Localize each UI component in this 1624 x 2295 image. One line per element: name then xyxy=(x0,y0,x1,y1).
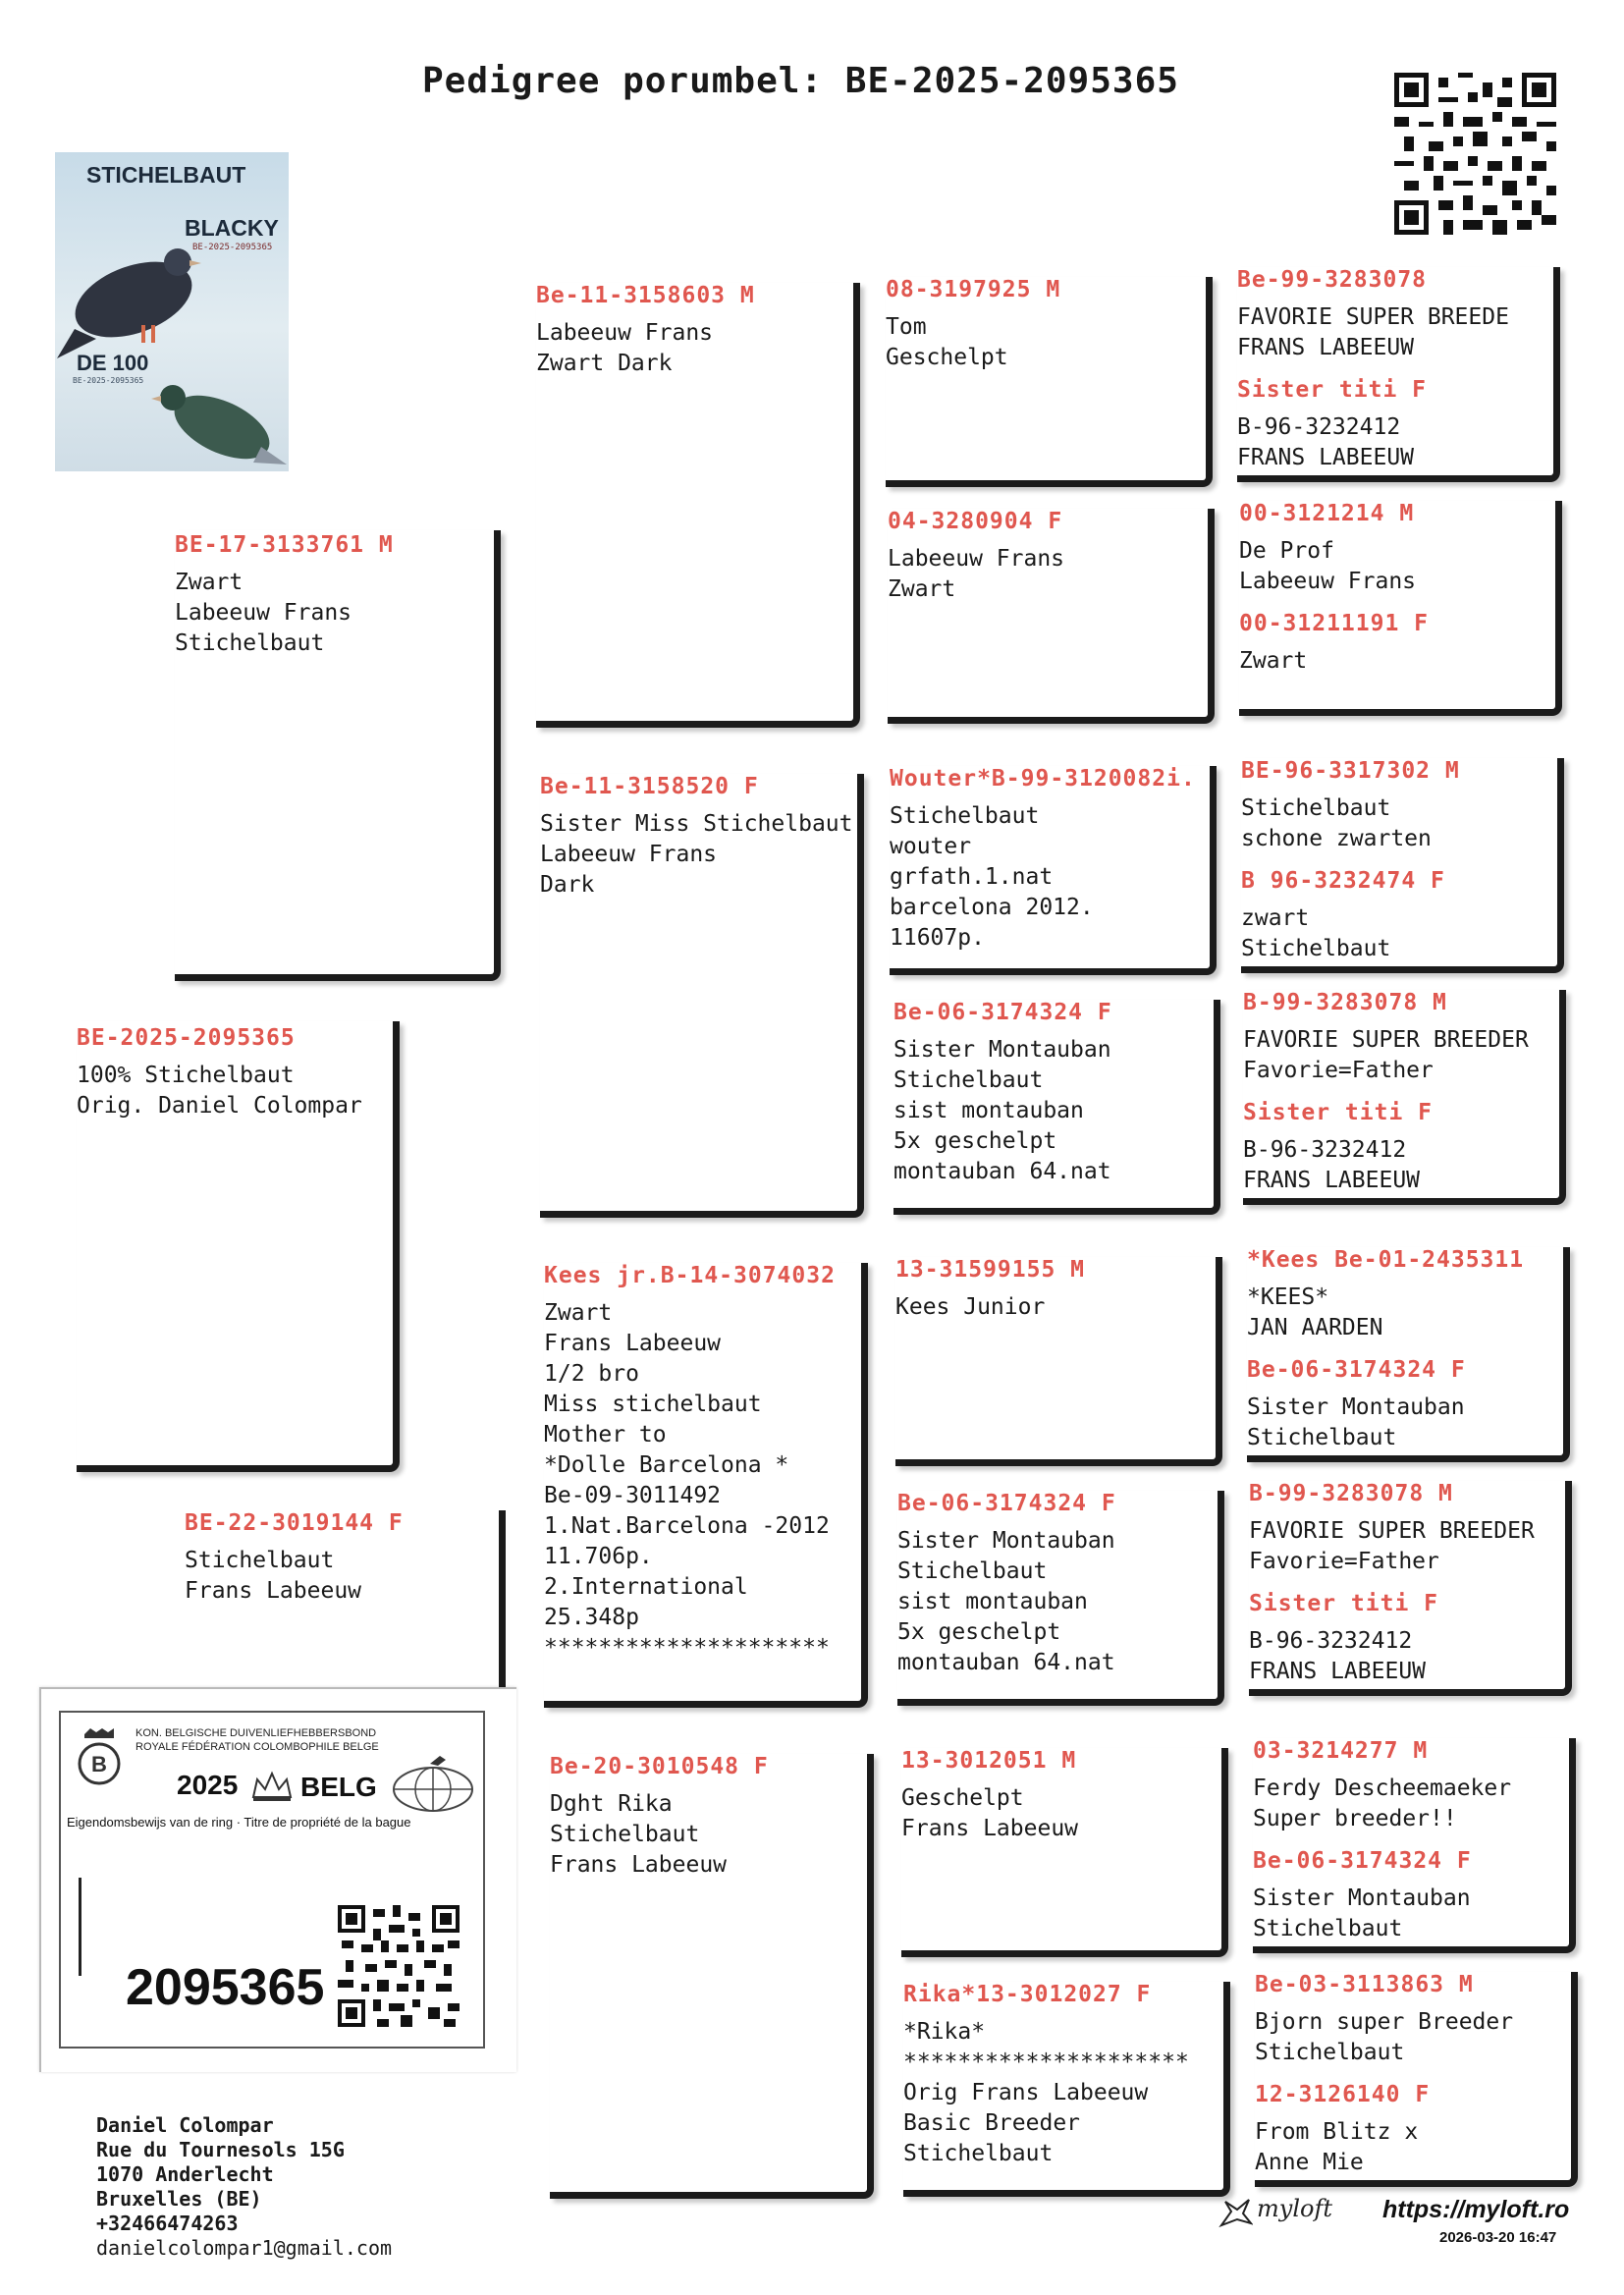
pigeon-photo xyxy=(55,152,289,471)
owner-address xyxy=(96,2113,392,2261)
text-line: Favorie=Father xyxy=(1249,1549,1439,1574)
ring-number-2: B 96-3232474 F xyxy=(1241,868,1445,894)
owner-city: 1070 Anderlecht xyxy=(96,2162,274,2186)
text-line: Orig Frans Labeeuw xyxy=(903,2080,1149,2105)
text-line: 25.348p xyxy=(544,1605,639,1630)
text-line: Zwart xyxy=(175,570,244,595)
text-line: 11607p. xyxy=(890,925,985,951)
text-line: Kees Junior xyxy=(895,1294,1046,1320)
text-line: FAVORIE SUPER BREEDER xyxy=(1243,1027,1529,1053)
ring-number: Be-06-3174324 F xyxy=(897,1491,1116,1516)
ring-year: 2025 xyxy=(177,1770,239,1800)
text-line: Stichelbaut xyxy=(550,1822,700,1847)
text-line: Sister Montauban xyxy=(893,1037,1111,1063)
ring-property-note: Eigendomsbewijs van de ring · Titre de propriété de la bague xyxy=(67,1815,411,1830)
ring-ownership-card xyxy=(39,1687,516,2072)
ring-number: *Kees Be-01-2435311 xyxy=(1247,1247,1525,1273)
ring-number-2: Sister titi F xyxy=(1249,1591,1439,1616)
text-line: 1/2 bro xyxy=(544,1361,639,1387)
pedigree-g5-2 xyxy=(1239,501,1562,716)
pedigree-dam xyxy=(185,1510,506,1707)
text-line: Mother to xyxy=(544,1422,667,1448)
text-line: Basic Breeder xyxy=(903,2110,1081,2136)
globe-logo-icon xyxy=(391,1754,475,1813)
text-line: *Rika* xyxy=(903,2019,986,2045)
pedigree-g5-7 xyxy=(1253,1738,1576,1953)
ring-number-2: 12-3126140 F xyxy=(1255,2082,1431,2107)
text-line: Zwart xyxy=(544,1300,613,1326)
pedigree-ssd xyxy=(888,509,1215,724)
crown-icon xyxy=(249,1770,295,1803)
text-line: FRANS LABEEUW xyxy=(1243,1168,1421,1193)
text-line: Frans Labeeuw xyxy=(901,1816,1079,1841)
text-line: Stichelbaut xyxy=(903,2141,1054,2166)
pedigree-sds xyxy=(890,766,1217,975)
text-line: Stichelbaut xyxy=(175,630,325,656)
ring-number: B-99-3283078 M xyxy=(1249,1481,1453,1506)
ring-number-2: Be-06-3174324 F xyxy=(1253,1848,1472,1874)
pedigree-sire-sire xyxy=(536,283,860,728)
ring-number: Wouter*B-99-3120082i. xyxy=(890,766,1196,792)
text-line: Frans Labeeuw xyxy=(550,1852,728,1878)
text-line: Be-09-3011492 xyxy=(544,1483,722,1508)
photo-small-code-2: BE-2025-2095365 xyxy=(73,376,144,385)
text-line: Stichelbaut xyxy=(893,1067,1044,1093)
footer-date: 2026-03-20 16:47 xyxy=(1439,2229,1557,2246)
text-line: Stichelbaut xyxy=(1241,936,1391,961)
text-line: Sister Montauban xyxy=(1247,1394,1465,1420)
text-line: montauban 64.nat xyxy=(897,1650,1115,1675)
text-line: Labeeuw Frans xyxy=(888,546,1065,572)
text-line: FRANS LABEEUW xyxy=(1237,335,1415,360)
text-line: Labeeuw Frans xyxy=(540,842,718,867)
ring-number: BE-22-3019144 F xyxy=(185,1510,404,1536)
text-line: Anne Mie xyxy=(1255,2150,1364,2175)
ring-number-2: Sister titi F xyxy=(1243,1100,1434,1125)
ring-number: Rika*13-3012027 F xyxy=(903,1982,1152,2007)
text-line: FAVORIE SUPER BREEDER xyxy=(1249,1518,1535,1544)
text-line: JAN AARDEN xyxy=(1247,1315,1383,1340)
ring-number: BE-17-3133761 M xyxy=(175,532,394,558)
text-line: barcelona 2012. xyxy=(890,895,1094,920)
text-line: Miss stichelbaut xyxy=(544,1392,762,1417)
pedigree-subject xyxy=(77,1021,400,1472)
svg-text:B: B xyxy=(91,1752,107,1776)
text-line: 5x geschelpt xyxy=(897,1619,1061,1645)
federation-name xyxy=(135,1726,379,1754)
ring-number: Be-11-3158520 F xyxy=(540,774,759,799)
pedigree-dam-dam xyxy=(550,1754,874,2199)
pedigree-g5-4 xyxy=(1243,990,1566,1205)
pigeon-illustration-icon xyxy=(55,191,289,471)
pedigree-sdd xyxy=(893,1000,1220,1215)
federation-logo-icon xyxy=(75,1726,124,1795)
text-line: schone zwarten xyxy=(1241,826,1432,851)
text-line: B-96-3232412 xyxy=(1249,1628,1413,1654)
pen-mark xyxy=(79,1878,81,1976)
text-line: Ferdy Descheemaeker xyxy=(1253,1776,1512,1801)
text-line: Tom xyxy=(886,314,927,340)
ring-number: 13-3012051 M xyxy=(901,1748,1077,1774)
pedigree-g5-1 xyxy=(1237,267,1560,482)
text-line: FAVORIE SUPER BREEDE xyxy=(1237,304,1509,330)
pedigree-g5-8 xyxy=(1255,1972,1578,2187)
text-line: Labeeuw Frans xyxy=(175,600,352,626)
pedigree-dss xyxy=(895,1257,1222,1466)
pedigree-g5-5 xyxy=(1247,1247,1570,1462)
text-line: FRANS LABEEUW xyxy=(1249,1659,1427,1684)
ring-number: 13-31599155 M xyxy=(895,1257,1086,1283)
ring-number-large: 2095365 xyxy=(126,1959,325,2016)
pedigree-ddd xyxy=(903,1982,1230,2197)
text-line: Labeeuw Frans xyxy=(1239,569,1417,594)
text-line: Stichelbaut xyxy=(897,1558,1048,1584)
text-line: *Dolle Barcelona * xyxy=(544,1452,789,1478)
text-line: wouter xyxy=(890,834,972,859)
ring-card-inner xyxy=(59,1711,485,2049)
text-line: Sister Montauban xyxy=(1253,1885,1471,1911)
pedigree-sire xyxy=(175,530,501,981)
pedigree-dsd xyxy=(897,1491,1224,1706)
photo-small-code: BE-2025-2095365 xyxy=(192,243,273,252)
ring-number: Be-11-3158603 M xyxy=(536,283,755,308)
text-line: Zwart xyxy=(888,576,956,602)
text-line: Frans Labeeuw xyxy=(544,1331,722,1356)
text-line: Stichelbaut xyxy=(890,803,1040,829)
ring-number: 04-3280904 F xyxy=(888,509,1063,534)
text-line: Favorie=Father xyxy=(1243,1058,1434,1083)
text-line: Zwart Dark xyxy=(536,351,673,376)
text-line: Frans Labeeuw xyxy=(185,1578,362,1604)
photo-pigeon-name: BLACKY xyxy=(185,215,279,241)
ring-number: Be-06-3174324 F xyxy=(893,1000,1112,1025)
pedigree-dam-sire xyxy=(544,1263,868,1708)
text-line: 2.International xyxy=(544,1574,748,1600)
ring-number-2: Sister titi F xyxy=(1237,377,1428,403)
ring-number: 00-3121214 M xyxy=(1239,501,1415,526)
pedigree-g5-6 xyxy=(1249,1481,1572,1696)
ring-number-2: Be-06-3174324 F xyxy=(1247,1357,1466,1383)
text-line: ********************* xyxy=(903,2049,1189,2075)
text-line: Labeeuw Frans xyxy=(536,320,714,346)
ring-qr-code-icon xyxy=(338,1905,460,2027)
text-line: Stichelbaut xyxy=(185,1548,335,1573)
text-line: Stichelbaut xyxy=(1247,1425,1397,1450)
federation-line-1: KON. BELGISCHE DUIVENLIEFHEBBERSBOND xyxy=(135,1727,377,1739)
text-line: Dark xyxy=(540,872,595,898)
text-line: grfath.1.nat xyxy=(890,864,1054,890)
text-line: montauban 64.nat xyxy=(893,1159,1111,1184)
qr-code-icon xyxy=(1394,73,1556,235)
text-line: FRANS LABEEUW xyxy=(1237,445,1415,470)
ring-number: BE-96-3317302 M xyxy=(1241,758,1460,784)
text-line: sist montauban xyxy=(893,1098,1084,1123)
footer-logo: myloft xyxy=(1257,2195,1332,2222)
text-line: Zwart xyxy=(1239,648,1308,674)
text-line: zwart xyxy=(1241,905,1310,931)
pedigree-g5-3 xyxy=(1241,758,1564,973)
text-line: Dght Rika xyxy=(550,1791,673,1817)
ring-number: Be-03-3113863 M xyxy=(1255,1972,1474,1997)
owner-phone: +32466474263 xyxy=(96,2212,239,2235)
text-line: Stichelbaut xyxy=(1241,795,1391,821)
ring-number-2: 00-31211191 F xyxy=(1239,611,1430,636)
myloft-bird-icon xyxy=(1218,2196,1253,2231)
ring-number: Kees jr.B-14-3074032 xyxy=(544,1263,836,1288)
text-line: sist montauban xyxy=(897,1589,1088,1614)
text-line: Super breeder!! xyxy=(1253,1806,1457,1831)
text-line: From Blitz x xyxy=(1255,2119,1419,2145)
pedigree-dds xyxy=(901,1748,1228,1957)
text-line: Stichelbaut xyxy=(1255,2040,1405,2065)
text-line: Stichelbaut xyxy=(1253,1916,1403,1941)
ring-number: 03-3214277 M xyxy=(1253,1738,1429,1764)
owner-name: Daniel Colompar xyxy=(96,2113,274,2137)
text-line: ********************* xyxy=(544,1635,830,1661)
owner-street: Rue du Tournesols 15G xyxy=(96,2138,345,2161)
text-line: B-96-3232412 xyxy=(1243,1137,1407,1163)
federation-line-2: ROYALE FÉDÉRATION COLOMBOPHILE BELGE xyxy=(135,1741,379,1753)
photo-de-label: DE 100 xyxy=(77,351,149,375)
ring-number: Be-99-3283078 xyxy=(1237,267,1428,293)
ring-country: BELG xyxy=(300,1772,377,1802)
page-title: Pedigree porumbel: BE-2025-2095365 xyxy=(422,61,1179,101)
text-line: Bjorn super Breeder xyxy=(1255,2009,1514,2035)
owner-email: danielcolompar1@gmail.com xyxy=(96,2236,393,2260)
ring-number: 08-3197925 M xyxy=(886,277,1061,302)
text-line: 100% Stichelbaut xyxy=(77,1063,295,1088)
text-line: B-96-3232412 xyxy=(1237,414,1401,440)
text-line: Sister Montauban xyxy=(897,1528,1115,1554)
text-line: Sister Miss Stichelbaut xyxy=(540,811,853,837)
ring-number: Be-20-3010548 F xyxy=(550,1754,769,1779)
footer-url[interactable]: https://myloft.ro xyxy=(1382,2196,1570,2223)
owner-region: Bruxelles (BE) xyxy=(96,2187,262,2211)
text-line: *KEES* xyxy=(1247,1284,1329,1310)
text-line: 11.706p. xyxy=(544,1544,653,1569)
pedigree-sire-dam xyxy=(540,774,864,1218)
text-line: De Prof xyxy=(1239,538,1334,564)
photo-brand-label: STICHELBAUT xyxy=(86,162,246,188)
text-line: Geschelpt xyxy=(886,345,1008,370)
text-line: 1.Nat.Barcelona -2012 xyxy=(544,1513,830,1539)
ring-number: B-99-3283078 M xyxy=(1243,990,1447,1015)
text-line: Orig. Daniel Colompar xyxy=(77,1093,362,1119)
pedigree-sss xyxy=(886,277,1213,487)
text-line: 5x geschelpt xyxy=(893,1128,1057,1154)
text-line: Geschelpt xyxy=(901,1785,1024,1811)
ring-number: BE-2025-2095365 xyxy=(77,1025,296,1051)
